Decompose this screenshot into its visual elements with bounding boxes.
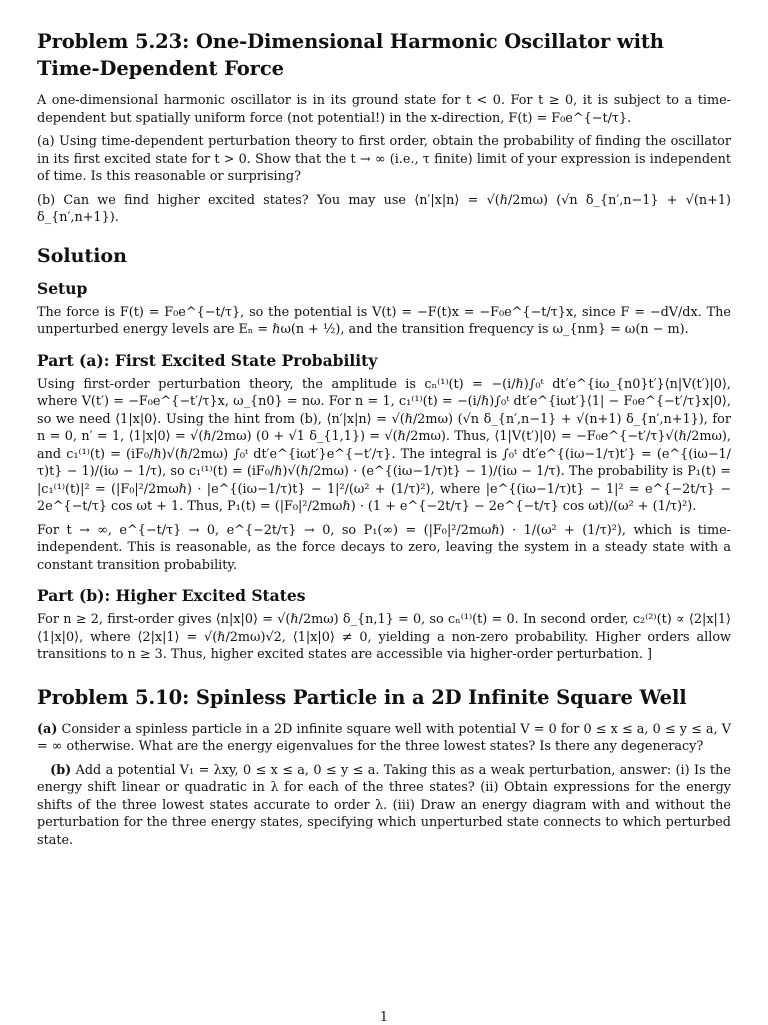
problem-5-23-intro: A one-dimensional harmonic oscillator is in its ground state for t < 0. For t ≥ 0, it is subject to a time-dependent but spatially uniform force (not potential!) in the x-direction, F(t) = F₀e^{−t/τ}. [37,93,731,126]
problem-5-23-part-a: (a) Using time-dependent perturbation theory to first order, obtain the probability of finding the oscillator in its first excited state for t > 0. Show that the t → ∞ (i.e., τ finite) limit of your expression is independent of time. Is this reasonable or surprising? [37,134,731,184]
problem-5-23-part-b: (b) Can we find higher excited states? You may use ⟨n′|x|n⟩ = √(ℏ/2mω) (√n δ_{n′,n−1} + √(n+1) δ_{n′,n+1}). [37,192,731,225]
solution-heading: Solution [37,244,127,267]
problem-5-23-title: Problem 5.23: One-Dimensional Harmonic Oscillator with Time-Dependent Force [37,30,664,80]
part-a-label: (a) [37,721,58,737]
part-b-text: Add a potential V₁ = λxy, 0 ≤ x ≤ a, 0 ≤ y ≤ a. Taking this as a weak perturbation, answer: (i) Is the energy shift linear or quadratic in λ for each of the three states? (ii) Obtain expressions for the energy shifts of the three lowest states accurate to order λ. (iii) Draw an energy diagram with and without the perturbation for the three energy states, specifying which unperturbed state connects to which perturbed state. [37,762,731,848]
part-a-heading: Part (a): First Excited State Probability [37,350,378,370]
part-b-text: For n ≥ 2, first-order gives ⟨n|x|0⟩ = √(ℏ/2mω) δ_{n,1} = 0, so cₙ⁽¹⁾(t) = 0. In second order, c₂⁽²⁾(t) ∝ ⟨2|x|1⟩⟨1|x|0⟩, where ⟨2|x|1⟩ = √(ℏ/2mω)√2, ⟨1|x|0⟩ ≠ 0, yielding a non-zero probability. Higher orders allow transitions to n ≥ 3. Thus, higher excited states are accessible via higher-order perturbation. ] [37,612,731,662]
part-a-derivation: Using first-order perturbation theory, the amplitude is cₙ⁽¹⁾(t) = −(i/ℏ)∫₀ᵗ dt′e^{iω_{n0}t′}⟨n|V(t′)|0⟩, where V(t′) = −F₀e^{−t′/τ}x, ω_{n0} = nω. For n = 1, c₁⁽¹⁾(t) = −(i/ℏ)∫₀ᵗ dt′e^{iωt′}⟨1| − F₀e^{−t′/τ}x|0⟩, so we need ⟨1|x|0⟩. Using the hint from (b), ⟨n′|x|n⟩ = √(ℏ/2mω) (√n δ_{n′,n−1} + √(n+1) δ_{n′,n+1}), for n = 0, n′ = 1, ⟨1|x|0⟩ = √(ℏ/2mω) (0 + √1 δ_{1,1}) = √(ℏ/2mω). Thus, ⟨1|V(t′)|0⟩ = −F₀e^{−t′/τ}√(ℏ/2mω), and c₁⁽¹⁾(t) = (iF₀/ℏ)√(ℏ/2mω) ∫₀ᵗ dt′e^{iωt′}e^{−t′/τ}. The integral is ∫₀ᵗ dt′e^{(iω−1/τ)t′} = (e^{(iω−1/τ)t} − 1)/(iω − 1/τ), so c₁⁽¹⁾(t) = (iF₀/ℏ)√(ℏ/2mω) · (e^{(iω−1/τ)t} − 1)/(iω − 1/τ). The probability is P₁(t) = |c₁⁽¹⁾(t)|² = (|F₀|²/2mωℏ) · |e^{(iω−1/τ)t} − 1|²/(ω² + (1/τ)²), where |e^{(iω−1/τ)t} − 1|² = e^{−2t/τ} − 2e^{−t/τ} cos ωt + 1. Thus, P₁(t) = (|F₀|²/2mωℏ) · (1 + e^{−2t/τ} − 2e^{−t/τ} cos ωt)/(ω² + (1/τ)²). [37,376,731,514]
problem-5-10-part-b [37,762,731,850]
setup-text: The force is F(t) = F₀e^{−t/τ}, so the potential is V(t) = −F(t)x = −F₀e^{−t/τ}x, since F = −dV/dx. The unperturbed energy levels are Eₙ = ℏω(n + ½), and the transition frequency is ω_{nm} = ω(n − m). [37,304,731,337]
problem-5-10-part-a [37,721,731,756]
page-number: 1 [379,1010,389,1025]
part-b-heading: Part (b): Higher Excited States [37,586,306,605]
part-b-label: (b) [50,762,72,778]
part-a-text: Consider a spinless particle in a 2D infinite square well with potential V = 0 for 0 ≤ x ≤ a, 0 ≤ y ≤ a, V = ∞ otherwise. What are the energy eigenvalues for the three lowest states? Is there any degeneracy? [37,721,731,754]
setup-heading: Setup [37,278,88,298]
problem-5-10-title: Problem 5.10: Spinless Particle in a 2D Infinite Square Well [37,685,687,709]
part-a-limit: For t → ∞, e^{−t/τ} → 0, e^{−2t/τ} → 0, so P₁(∞) = (|F₀|²/2mωℏ) · 1/(ω² + (1/τ)²), which is time-independent. This is reasonable, as the force decays to zero, leaving the system in a steady state with a constant transition probability. [37,522,731,573]
